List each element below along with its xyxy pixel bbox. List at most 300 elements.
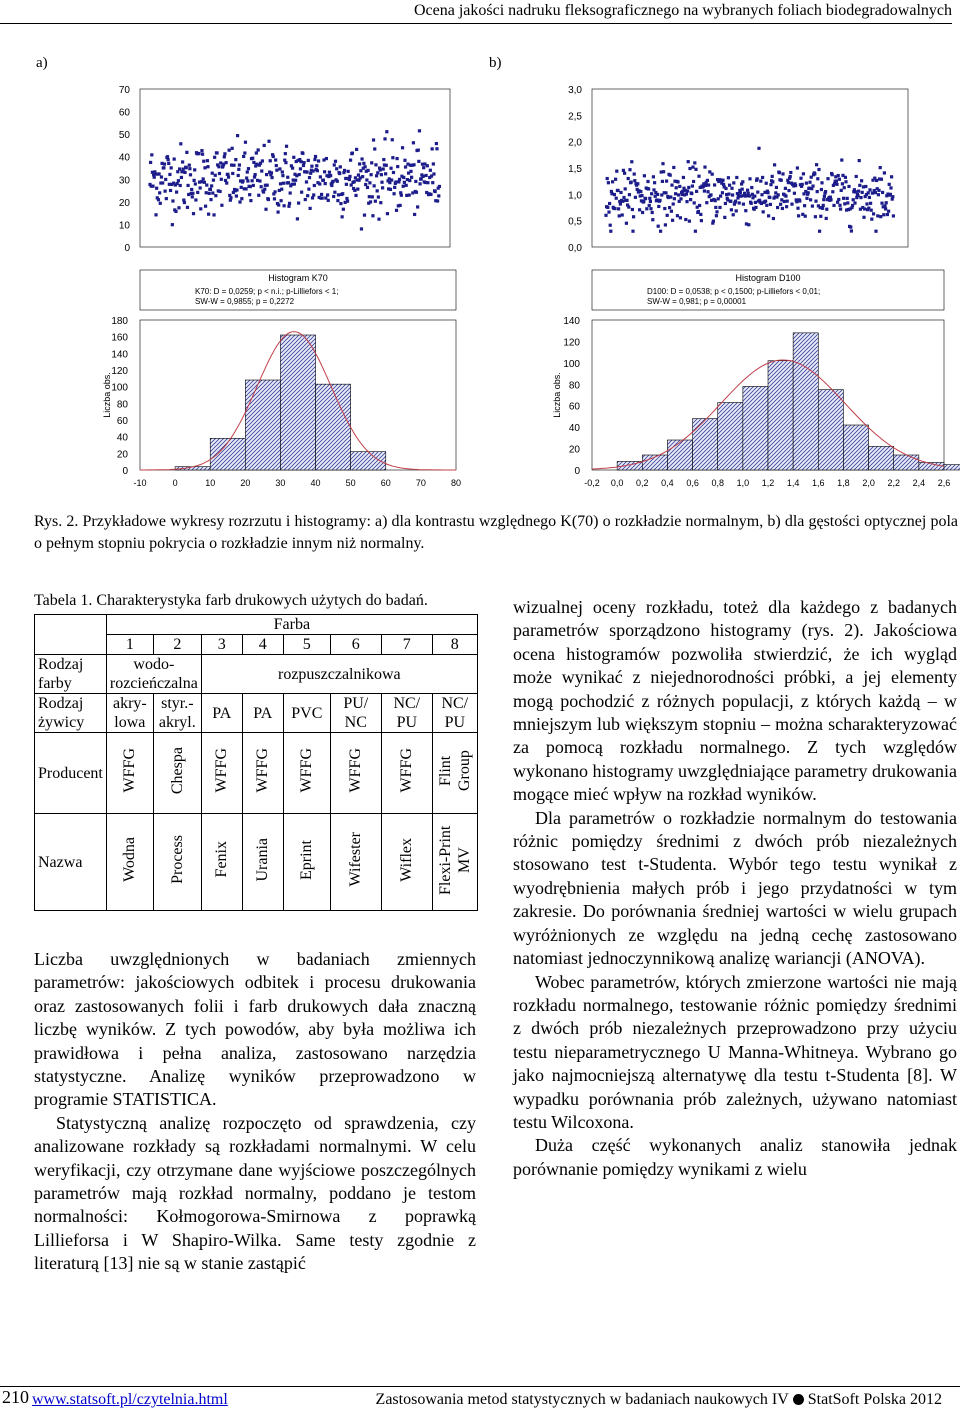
scatter-point [676,180,679,183]
table-cell: Fenix [213,841,231,878]
scatter-point [164,178,167,181]
scatter-point [335,167,338,170]
scatter-point [339,202,342,205]
scatter-point [607,181,610,184]
scatter-point [188,164,191,167]
scatter-point [706,179,709,182]
histogram-d100 [550,262,960,496]
scatter-point [347,170,350,173]
scatter-point [688,220,691,223]
scatter-point [741,180,744,183]
scatter-point [341,215,344,218]
scatter-point [240,197,243,200]
scatter-point [164,190,167,193]
scatter-point [284,161,287,164]
scatter-point [840,189,843,192]
scatter-point [769,183,772,186]
scatter-point [625,199,628,202]
scatter-point [727,176,730,179]
y-tick-label: 140 [563,316,580,327]
scatter-point [750,202,753,205]
scatter-point [167,162,170,165]
scatter-point [163,162,166,165]
scatter-point [186,184,189,187]
scatter-point [756,177,759,180]
scatter-point [334,160,337,163]
histogram-bar [280,335,315,470]
scatter-point [856,194,859,197]
scatter-point [385,130,388,133]
scatter-point [822,198,825,201]
scatter-point [206,165,209,168]
bullet-icon [793,1394,804,1405]
scatter-point [685,192,688,195]
scatter-point [682,176,685,179]
scatter-point [665,179,668,182]
table-cell: WFFG [398,748,416,793]
y-tick-label: 60 [118,107,130,119]
y-tick-label: 2,0 [568,137,582,149]
scatter-point [218,172,221,175]
scatter-point [226,173,229,176]
y-tick-label: 0 [122,466,128,477]
scatter-point [727,192,730,195]
scatter-point [237,174,240,177]
scatter-point [862,216,865,219]
scatter-point [883,204,886,207]
paragraph: Liczba uwzględnionych w badaniach zmiennych parametrów: jakościowych odbitek i procesu drukowania oraz zastosowanych folii i farb drukowych dała znaczną liczbę wyników. Z tych powodów, aby była możliwa ich prawidłowa i pełna analiza, zastosowano narzędzia statystyczne. Analizę wyników przeprowadzono w programie STATISTICA. [34,949,476,1110]
scatter-point [235,188,238,191]
scatter-point [884,207,887,210]
scatter-point [391,156,394,159]
table-caption: Tabela 1. Charakterystyka farb drukowych użytych do badań. [34,592,428,609]
scatter-point [263,144,266,147]
scatter-point [185,166,188,169]
scatter-point [360,157,363,160]
scatter-point [703,189,706,192]
histogram-stats: SW-W = 0,981; p = 0,00001 [647,297,747,306]
scatter-point [422,166,425,169]
scatter-point [892,214,895,217]
scatter-point [816,190,819,193]
scatter-point [323,170,326,173]
scatter-point [413,213,416,216]
y-tick-label: 80 [568,380,580,392]
x-tick-label: 30 [275,478,286,488]
scatter-point [274,158,277,161]
scatter-point [619,202,622,205]
scatter-point [333,163,336,166]
scatter-point [257,148,260,151]
x-tick-label: 0,4 [661,478,674,488]
scatter-point [301,152,304,155]
table-cell: NC/ PU [381,694,432,733]
scatter-point [731,193,734,196]
scatter-point [671,219,674,222]
scatter-point [435,142,438,145]
scatter-point [631,230,634,233]
scatter-point [200,149,203,152]
x-tick-label: 1,4 [786,478,800,488]
scatter-point [676,214,679,217]
scatter-point [809,198,812,201]
scatter-point [813,172,816,175]
scatter-point [730,187,733,190]
scatter-point [179,142,182,145]
scatter-point [199,186,202,189]
scatter-point [260,169,263,172]
y-tick-label: 40 [116,432,128,444]
table-row-nazwa [35,814,478,911]
scatter-point [734,200,737,203]
scatter-point [880,178,883,181]
scatter-point [697,175,700,178]
scatter-point [794,184,797,187]
scatter-point [370,173,373,176]
scatter-point [689,198,692,201]
scatter-point [784,195,787,198]
scatter-point [312,193,315,196]
scatter-point [886,213,889,216]
scatter-point [744,209,747,212]
table-row-label: Producent [35,733,107,814]
y-tick-label: 40 [118,152,130,164]
scatter-point [659,230,662,233]
y-tick-label: 100 [111,382,128,394]
histogram-title: Histogram K70 [268,273,328,283]
scatter-point [663,207,666,210]
scatter-point [166,155,169,158]
scatter-point [429,169,432,172]
table-cell: wodo-rozcieńczalna [106,655,201,694]
scatter-point [625,222,628,225]
scatter-point [417,149,420,152]
scatter-point [278,167,281,170]
scatter-point [394,180,397,183]
scatter-point [251,179,254,182]
scatter-point [149,161,152,164]
scatter-point [822,204,825,207]
scatter-point [273,197,276,200]
table-cell: Wodna [121,837,139,882]
paragraph: Duża część wykonanych analiz stanowiła jednak porównanie pomiędzy wynikami z wielu [513,1135,957,1179]
scatter-point [640,194,643,197]
scatter-point [218,190,221,193]
scatter-point [719,195,722,198]
histogram-bar [869,446,894,470]
scatter-point [429,193,432,196]
scatter-point [349,159,352,162]
table-cell: WFFG [254,748,272,793]
scatter-point [826,177,829,180]
x-tick-label: 20 [240,478,251,488]
scatter-point [750,186,753,189]
scatter-point [286,176,289,179]
scatter-point [639,190,642,193]
scatter-point [670,184,673,187]
scatter-point [721,191,724,194]
scatter-point [724,202,727,205]
scatter-point [653,181,656,184]
scatter-point [672,202,675,205]
scatter-point [631,208,634,211]
scatter-point [842,197,845,200]
table-cell: Eprint [298,839,316,880]
scatter-point [353,189,356,192]
scatter-point [356,187,359,190]
scatter-point [835,179,838,182]
scatter-point [336,199,339,202]
scatter-point [622,169,625,172]
scatter-point [191,195,194,198]
scatter-point [693,201,696,204]
scatter-point [852,198,855,201]
y-tick-label: 180 [111,316,128,327]
scatter-point [299,167,302,170]
scatter-point [200,180,203,183]
scatter-point [280,188,283,191]
scatter-point [861,191,864,194]
x-tick-label: 80 [450,478,462,488]
scatter-point [310,165,313,168]
scatter-point [821,207,824,210]
scatter-point [634,196,637,199]
scatter-point [305,171,308,174]
scatter-point [732,181,735,184]
table-cell: Wiflex [398,837,416,882]
scatter-point [339,165,342,168]
scatter-point [150,153,153,156]
scatter-point [249,199,252,202]
histogram-bar [768,361,793,470]
scatter-point [870,209,873,212]
scatter-point [674,192,677,195]
y-tick-label: 1,5 [568,164,582,175]
scatter-point [376,189,379,192]
scatter-point [183,201,186,204]
y-tick-label: 0,0 [568,243,582,254]
scatter-point [414,180,417,183]
scatter-point [661,162,664,165]
scatter-point [633,172,636,175]
y-tick-label: 0 [124,243,130,254]
scatter-point [632,215,635,218]
scatter-point [358,162,361,165]
scatter-point [835,183,838,186]
scatter-point [409,170,412,173]
table-cell: WFFG [298,748,316,793]
scatter-point [675,186,678,189]
scatter-point [292,156,295,159]
scatter-point [329,174,332,177]
scatter-point [885,201,888,204]
scatter-point [638,208,641,211]
y-axis-label: Liczba obs. [552,372,562,418]
scatter-point [207,213,210,216]
y-tick-label: 50 [118,130,130,142]
scatter-point [633,179,636,182]
scatter-point [648,197,651,200]
scatter-point [244,187,247,190]
scatter-point [203,166,206,169]
scatter-point [189,173,192,176]
scatter-point [766,191,769,194]
y-tick-label: 3,0 [568,85,582,96]
scatter-point [291,167,294,170]
x-tick-label: 0,0 [610,478,624,488]
scatter-point [661,180,664,183]
scatter-point [288,202,291,205]
scatter-point [372,138,375,141]
scatter-point [748,194,751,197]
scatter-point [366,186,369,189]
scatter-point [384,172,387,175]
scatter-point [247,167,250,170]
histogram-bar [743,386,768,470]
scatter-point [332,195,335,198]
scatter-point [241,179,244,182]
scatter-point [181,160,184,163]
scatter-point [173,157,176,160]
scatter-point [305,180,308,183]
scatter-point [307,188,310,191]
histogram-bar [944,465,960,470]
scatter-point [711,173,714,176]
scatter-point [798,199,801,202]
scatter-point [877,193,880,196]
x-tick-label: 1,2 [761,478,775,488]
scatter-point [891,195,894,198]
y-tick-label: 20 [568,444,580,456]
scatter-point [299,160,302,163]
scatter-point [437,194,440,197]
scatter-point [228,149,231,152]
paragraph: Wobec parametrów, których zmierzone wartości nie mają rozkładu normalnego, testowanie różnic pomiędzy średnimi z dwóch prób niezależnych przeprowadzono przy użyciu testu nieparametrycznego U Manna-Whitneya. Wybrano go jako najmocniejszą alternatywę dla testu t-Studenta [8]. W wypadku porównania prób zależnych, używano natomiast testu Wilcoxona. [513,971,957,1132]
scatter-point [330,184,333,187]
scatter-point [175,190,178,193]
scatter-point [342,208,345,211]
scatter-point [314,155,317,158]
table-row-producent [35,733,478,814]
scatter-point [338,172,341,175]
y-tick-label: 2,5 [568,111,582,123]
scatter-point [235,194,238,197]
scatter-point [825,217,828,220]
scatter-plot-d100 [550,84,920,254]
scatter-point [401,146,404,149]
scatter-point [232,164,235,167]
scatter-point [706,190,709,193]
scatter-point [606,206,609,209]
publisher-name: StatSoft Polska 2012 [807,1391,942,1408]
scatter-point [699,213,702,216]
scatter-point [824,190,827,193]
scatter-point [811,184,814,187]
scatter-point [223,152,226,155]
scatter-point [396,165,399,168]
scatter-point [756,191,759,194]
scatter-point [263,188,266,191]
scatter-point [199,207,202,210]
scatter-point [838,204,841,207]
scatter-point [312,169,315,172]
scatter-point [678,185,681,188]
scatter-point [843,186,846,189]
scatter-point [367,169,370,172]
histogram-bar [245,380,280,470]
scatter-point [673,197,676,200]
histogram-bar [693,419,718,470]
scatter-point [823,195,826,198]
table-cell: PA [242,694,283,733]
scatter-point [627,205,630,208]
scatter-point [786,200,789,203]
scatter-point [761,176,764,179]
scatter-point [404,165,407,168]
scatter-point [778,171,781,174]
scatter-point [765,204,768,207]
scatter-point [664,223,667,226]
footer-link[interactable]: www.statsoft.pl/czytelnia.html [32,1391,228,1408]
scatter-point [888,183,891,186]
scatter-point [882,213,885,216]
scatter-point [249,185,252,188]
scatter-point [747,223,750,226]
scatter-point [270,171,273,174]
scatter-point [399,204,402,207]
table-row-rodzaj-farby [35,655,478,694]
histogram-title: Histogram D100 [735,273,801,283]
scatter-point [185,151,188,154]
scatter-point [669,195,672,198]
figure-caption: Rys. 2. Przykładowe wykresy rozrzutu i histogramy: a) dla kontrastu względnego K(70) o rozkładzie normalnym, b) dla gęstości optycznej pola o pełnym stopniu pokrycia o rozkładzie innym niż normalny. [34,513,958,552]
scatter-point [361,175,364,178]
scatter-point [171,223,174,226]
scatter-point [657,225,660,228]
scatter-point [203,181,206,184]
scatter-point [757,147,760,150]
scatter-point [194,182,197,185]
scatter-point [398,178,401,181]
scatter-point [779,203,782,206]
scatter-point [270,176,273,179]
scatter-point [326,193,329,196]
scatter-point [704,184,707,187]
scatter-point [377,195,380,198]
scatter-point [814,215,817,218]
scatter-point [227,176,230,179]
scatter-point [616,189,619,192]
x-tick-label: 70 [415,478,426,488]
scatter-point [265,173,268,176]
x-tick-label: 0,8 [711,478,724,488]
scatter-point [154,213,157,216]
scatter-point [787,181,790,184]
scatter-point [879,166,882,169]
scatter-point [817,168,820,171]
scatter-point [244,141,247,144]
table-corner [35,615,107,655]
scatter-point [789,175,792,178]
scatter-point [201,153,204,156]
scatter-point [730,208,733,211]
scatter-point [648,204,651,207]
scatter-point [368,181,371,184]
scatter-point [879,215,882,218]
scatter-point [238,200,241,203]
scatter-point [316,169,319,172]
scatter-point [713,183,716,186]
